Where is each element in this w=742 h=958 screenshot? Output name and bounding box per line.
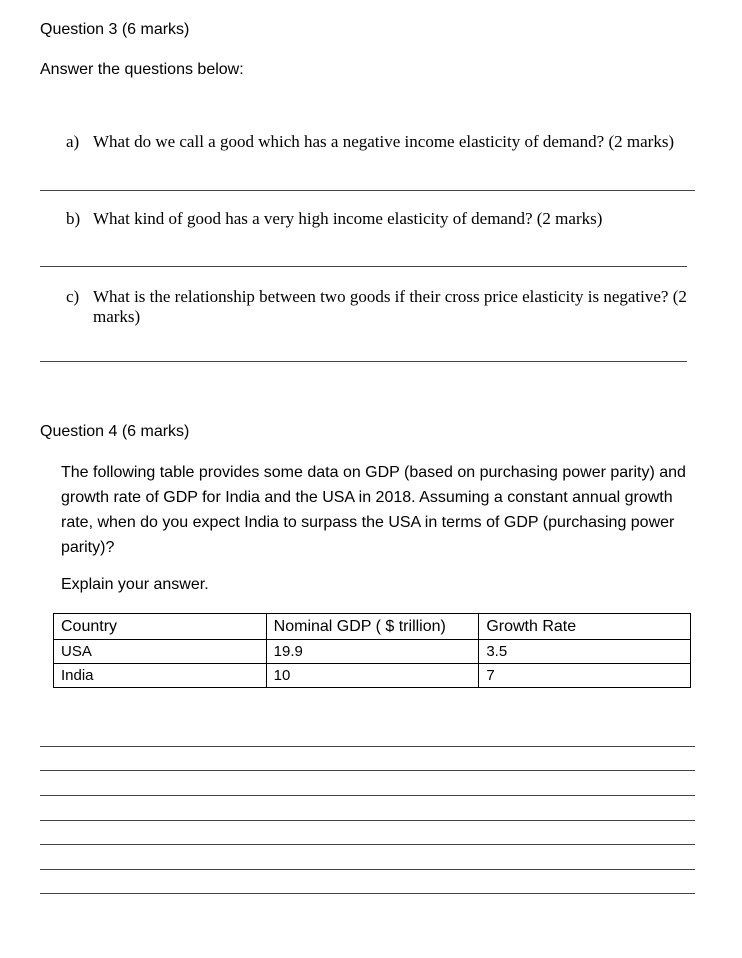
q4-answer-line-1[interactable] [40, 746, 695, 747]
q3b-text: What kind of good has a very high income elasticity of demand? (2 marks) [93, 209, 603, 228]
q4-answer-line-3[interactable] [40, 795, 695, 796]
q3-intro: Answer the questions below: [40, 61, 244, 78]
q4-answer-line-7[interactable] [40, 893, 695, 894]
table-row [54, 640, 691, 664]
q3a-letter: a) [66, 132, 80, 151]
q4-heading: Question 4 (6 marks) [40, 423, 190, 440]
q4-answer-line-2[interactable] [40, 770, 695, 771]
q3a-answer-line[interactable] [40, 190, 695, 191]
q4-answer-line-5[interactable] [40, 844, 695, 845]
q3a-text: What do we call a good which has a negative income elasticity of demand? (2 marks) [93, 132, 675, 151]
gdp-table [53, 613, 691, 688]
q3b-answer-line[interactable] [40, 266, 687, 267]
header-growth-rate: Growth Rate [479, 614, 691, 640]
cell-country: India [54, 664, 267, 688]
table-row [54, 664, 691, 688]
q3b-letter: b) [66, 209, 81, 228]
cell-country: USA [54, 640, 267, 664]
table-header-row [54, 614, 691, 640]
cell-growth: 7 [479, 664, 691, 688]
header-nominal-gdp: Nominal GDP ( $ trillion) [266, 614, 479, 640]
q3c-text: What is the relationship between two goods if their cross price elasticity is negative? (2 marks) [93, 287, 687, 326]
q3c-answer-line[interactable] [40, 361, 687, 362]
cell-growth: 3.5 [479, 640, 691, 664]
q3c-letter: c) [66, 287, 80, 306]
q4-answer-line-4[interactable] [40, 820, 695, 821]
q4-paragraph: The following table provides some data on GDP (based on purchasing power parity) and growth rate of GDP for India and the USA in 2018. Assuming a constant annual growth rate, when do you expect India to surpass the USA in terms of GDP (purchasing power parity)? [61, 464, 686, 556]
header-country: Country [54, 614, 267, 640]
q4-explain: Explain your answer. [61, 576, 209, 593]
cell-gdp: 19.9 [266, 640, 479, 664]
cell-gdp: 10 [266, 664, 479, 688]
q3-heading: Question 3 (6 marks) [40, 21, 190, 38]
q4-answer-line-6[interactable] [40, 869, 695, 870]
